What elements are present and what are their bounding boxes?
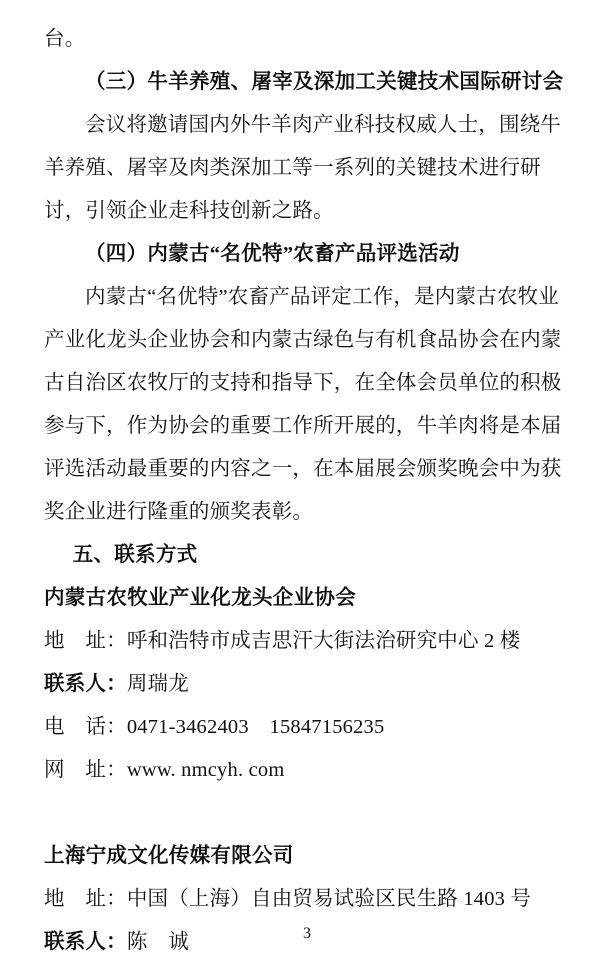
continuation-fragment: 台。 bbox=[44, 28, 86, 50]
contact-row-phone-1 bbox=[44, 706, 570, 749]
contact-label: 联系人： bbox=[44, 673, 127, 695]
contact-value: 0471-3462403 15847156235 bbox=[126, 716, 385, 738]
contact-label: 网 址： bbox=[44, 759, 127, 781]
section-spacer bbox=[44, 792, 570, 835]
contact-value: 陈 诚 bbox=[126, 931, 189, 953]
page-number: 3 bbox=[303, 925, 311, 942]
contact-value: 呼和浩特市成吉思汗大街法治研究中心 2 楼 bbox=[126, 630, 521, 652]
contact-row-person-1 bbox=[44, 663, 570, 706]
section-heading-4: （四）内蒙古“名优特”农畜产品评选活动 bbox=[85, 243, 460, 265]
contact-label: 地 址： bbox=[44, 888, 127, 910]
contact-org-name-2: 上海宁成文化传媒有限公司 bbox=[44, 845, 294, 867]
section-paragraph-3: 会议将邀请国内外牛羊肉产业科技权威人士，围绕牛羊养殖、屠宰及肉类深加工等一系列的关键技术进行研讨，引领企业走科技创新之路。 bbox=[44, 114, 562, 222]
contact-org-name-1: 内蒙古农牧业产业化龙头企业协会 bbox=[44, 587, 356, 609]
contact-label: 联系人： bbox=[44, 931, 127, 953]
contact-value: 中国（上海）自由贸易试验区民生路 1403 号 bbox=[126, 888, 532, 910]
contact-label: 电 话： bbox=[44, 716, 127, 738]
contact-value: www. nmcyh. com bbox=[126, 759, 285, 781]
contact-label: 地 址： bbox=[44, 630, 127, 652]
contact-row-address-1 bbox=[44, 620, 570, 663]
contact-value: 周瑞龙 bbox=[126, 673, 189, 695]
contact-row-address-2 bbox=[44, 878, 570, 921]
section-heading-3: （三）牛羊养殖、屠宰及深加工关键技术国际研讨会 bbox=[85, 71, 564, 93]
section-paragraph-4: 内蒙古“名优特”农畜产品评定工作，是内蒙古农牧业产业化龙头企业协会和内蒙古绿色与有机食品协会在内蒙古自治区农牧厅的支持和指导下，在全体会员单位的积极参与下，作为协会的重要工作所开展的，牛羊肉将是本届评选活动最重要的内容之一，在本届展会颁奖晚会中为获奖企业进行隆重的颁奖表彰。 bbox=[44, 286, 562, 523]
contact-row-website-1 bbox=[44, 749, 570, 792]
contact-section-heading: 五、联系方式 bbox=[72, 544, 198, 566]
